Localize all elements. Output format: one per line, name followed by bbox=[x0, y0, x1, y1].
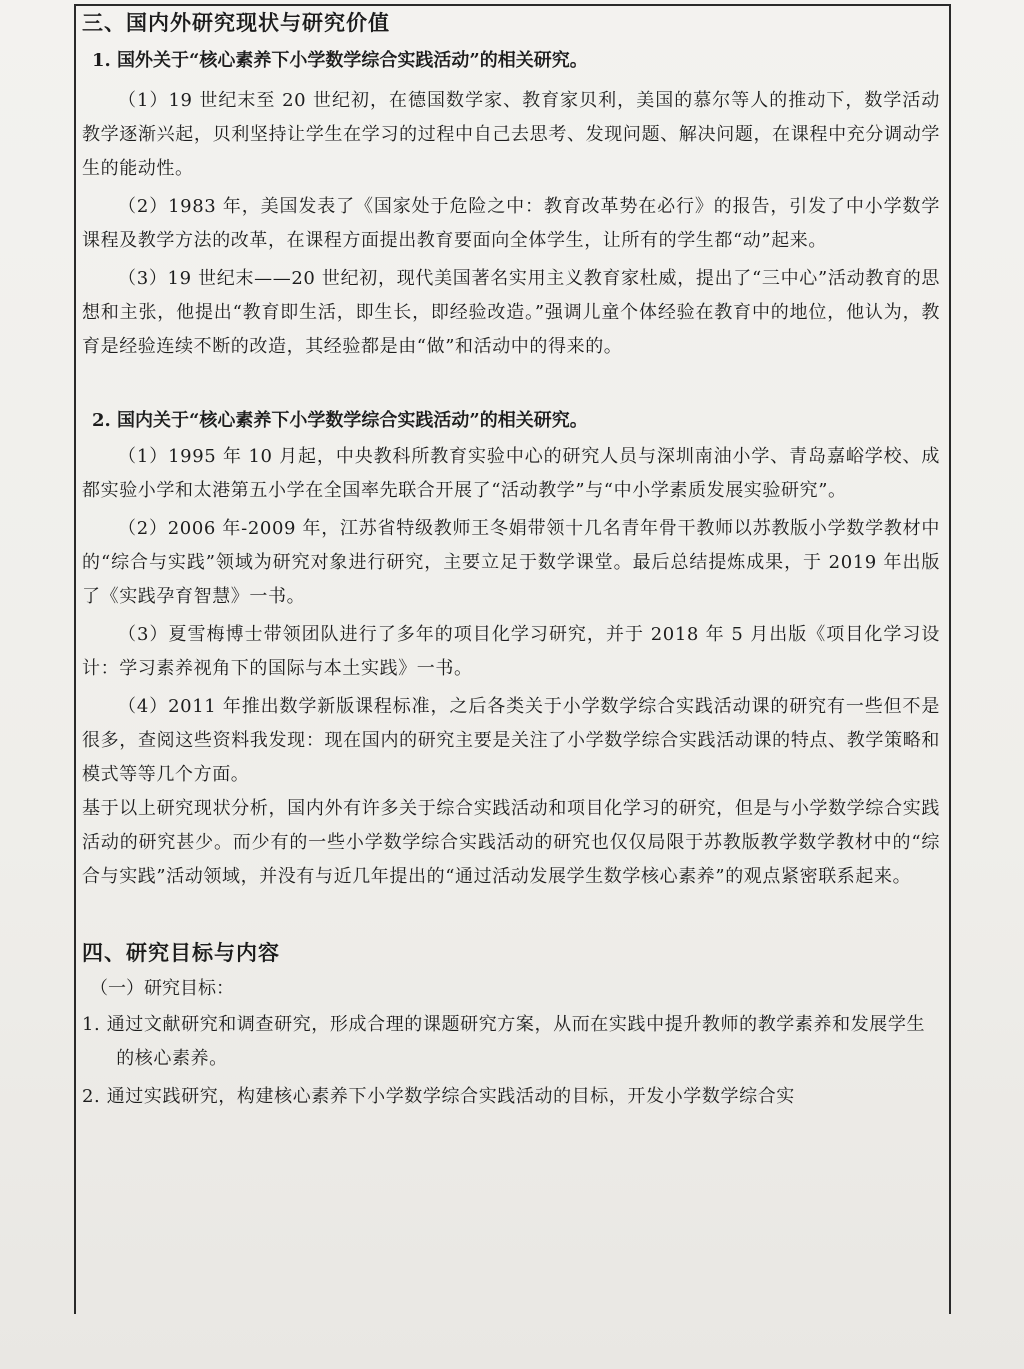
foreign-paragraph-2: （2）1983 年，美国发表了《国家处于危险之中：教育改革势在必行》的报告，引发了中小学数学课程及教学方法的改革，在课程方面提出教育要面向全体学生，让所有的学生都“动”起来。 bbox=[82, 196, 940, 251]
domestic-paragraph-3: （3）夏雪梅博士带领团队进行了多年的项目化学习研究，并于 2018 年 5 月出版《项目化学习设计：学习素养视角下的国际与本土实践》一书。 bbox=[82, 624, 940, 679]
foreign-research-heading: 1. 国外关于“核心素养下小学数学综合实践活动”的相关研究。 bbox=[92, 50, 588, 71]
section-4-title: 四、研究目标与内容 bbox=[82, 941, 280, 965]
domestic-paragraph-1: （1）1995 年 10 月起，中央教科所教育实验中心的研究人员与深圳南油小学、青岛嘉峪学校、成都实验小学和太港第五小学在全国率先联合开展了“活动教学”与“中小学素质发展实验研究”。 bbox=[82, 446, 940, 501]
foreign-paragraph-3: （3）19 世纪末——20 世纪初，现代美国著名实用主义教育家杜威，提出了“三中心”活动教育的思想和主张，他提出“教育即生活，即生长，即经验改造。”强调儿童个体经验在教育中的地位，他认为，教育是经验连续不断的改造，其经验都是由“做”和活动中的得来的。 bbox=[82, 268, 940, 357]
domestic-paragraph-2: （2）2006 年-2009 年，江苏省特级教师王冬娟带领十几名青年骨干教师以苏教版小学数学教材中的“综合与实践”领域为研究对象进行研究，主要立足于数学课堂。最后总结提炼成果，于 2019 年出版了《实践孕育智慧》一书。 bbox=[82, 518, 940, 607]
document-content bbox=[82, 8, 940, 1114]
goal-item-2: 2. 通过实践研究，构建核心素养下小学数学综合实践活动的目标，开发小学数学综合实 bbox=[82, 1086, 795, 1107]
research-summary: 基于以上研究现状分析，国内外有许多关于综合实践活动和项目化学习的研究，但是与小学数学综合实践活动的研究甚少。而少有的一些小学数学综合实践活动的研究也仅仅局限于苏教版教学数学教材中的“综合与实践”活动领域，并没有与近几年提出的“通过活动发展学生数学核心素养”的观点紧密联系起来。 bbox=[82, 798, 940, 887]
section-3-title: 三、国内外研究现状与研究价值 bbox=[82, 11, 390, 35]
domestic-paragraph-4: （4）2011 年推出数学新版课程标准，之后各类关于小学数学综合实践活动课的研究有一些但不是很多，查阅这些资料我发现：现在国内的研究主要是关注了小学数学综合实践活动课的特点、教学策略和模式等等几个方面。 bbox=[82, 696, 940, 785]
goal-item-1: 1. 通过文献研究和调查研究，形成合理的课题研究方案，从而在实践中提升教师的教学素养和发展学生的核心素养。 bbox=[82, 1014, 926, 1069]
domestic-research-heading: 2. 国内关于“核心素养下小学数学综合实践活动”的相关研究。 bbox=[92, 410, 588, 431]
foreign-paragraph-1: （1）19 世纪末至 20 世纪初，在德国数学家、教育家贝利，美国的慕尔等人的推动下，数学活动教学逐渐兴起，贝利坚持让学生在学习的过程中自己去思考、发现问题、解决问题，在课程中充分调动学生的能动性。 bbox=[82, 90, 940, 179]
research-goals-heading: （一）研究目标： bbox=[90, 978, 234, 999]
